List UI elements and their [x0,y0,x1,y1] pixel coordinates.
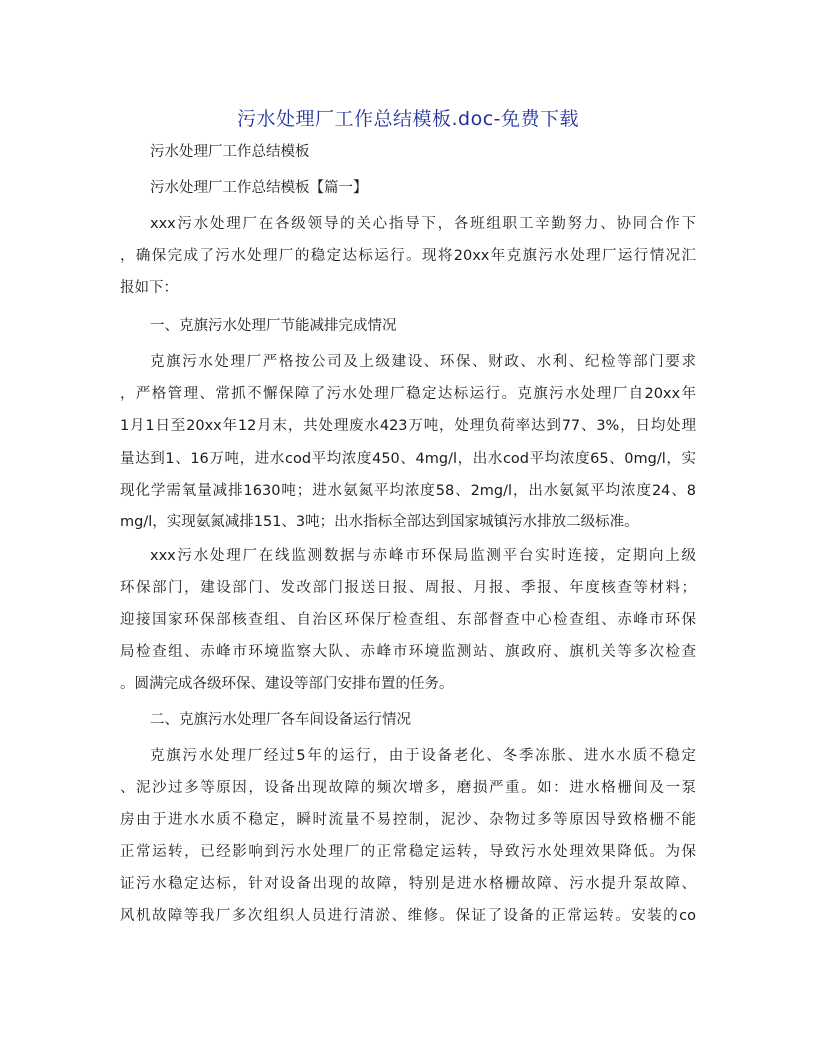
section1-para1-line: 1月1日至20xx年12月末，共处理废水423万吨，处理负荷率达到77、3%，日均处理 [120,418,696,434]
section1-para2-line: 。圆满完成各级环保、建设等部门安排布置的任务。 [120,676,454,692]
section2-para1-line: 房由于进水水质不稳定，瞬时流量不易控制，泥沙、杂物过多等原因导致格栅不能 [120,812,696,828]
section2-heading: 二、克旗污水处理厂各车间设备运行情况 [150,712,411,728]
section1-para1-line: ，严格管理、常抓不懈保障了污水处理厂稳定达标运行。克旗污水处理厂自20xx年 [120,386,696,402]
section1-para2-line: 环保部门，建设部门、发改部门报送日报、周报、月报、季报、年度核查等材料； [120,580,696,596]
section1-para2-line: 迎接国家环保部核查组、自治区环保厅检查组、东部督查中心检查组、赤峰市环保 [120,612,696,628]
section1-para2-line: 局检查组、赤峰市环境监察大队、赤峰市环境监测站、旗政府、旗机关等多次检查 [120,644,696,660]
intro-line: ，确保完成了污水处理厂的稳定达标运行。现将20xx年克旗污水处理厂运行情况汇 [120,248,696,264]
document-subtitle: 污水处理厂工作总结模板 [150,144,310,160]
section1-para1-line: 量达到1、16万吨，进水cod平均浓度450、4mg/l，出水cod平均浓度65、0mg/l，实 [120,451,696,467]
section1-para2-line: xxx污水处理厂在线监测数据与赤峰市环保局监测平台实时连接，定期向上级 [150,548,696,564]
section1-para1-line: 现化学需氧量减排1630吨；进水氨氮平均浓度58、2mg/l，出水氨氮平均浓度24、8 [120,483,696,499]
section2-para1-line: 、泥沙过多等原因，设备出现故障的频次增多，磨损严重。如：进水格栅间及一泵 [120,780,696,796]
chapter-heading: 污水处理厂工作总结模板【篇一】 [150,180,368,196]
section2-para1-line: 克旗污水处理厂经过5年的运行，由于设备老化、冬季冻胀、进水水质不稳定 [150,748,696,764]
section2-para1-line: 证污水稳定达标，针对设备出现的故障，特别是进水格栅故障、污水提升泵故障、 [120,876,696,892]
intro-line: 报如下： [120,280,178,296]
document-title: 污水处理厂工作总结模板.doc-免费下载 [236,108,580,130]
section2-para1-line: 正常运转，已经影响到污水处理厂的正常稳定运转，导致污水处理效果降低。为保 [120,844,696,860]
section1-para1-line: 克旗污水处理厂严格按公司及上级建设、环保、财政、水利、纪检等部门要求 [150,354,696,370]
section2-para1-line: 风机故障等我厂多次组织人员进行清淤、维修。保证了设备的正常运转。安装的co [120,908,696,924]
section1-heading: 一、克旗污水处理厂节能减排完成情况 [150,318,397,334]
section1-para1-line: mg/l，实现氨氮减排151、3吨；出水指标全部达到国家城镇污水排放二级标准。 [120,514,639,530]
intro-line: xxx污水处理厂在各级领导的关心指导下，各班组职工辛勤努力、协同合作下 [150,216,696,232]
